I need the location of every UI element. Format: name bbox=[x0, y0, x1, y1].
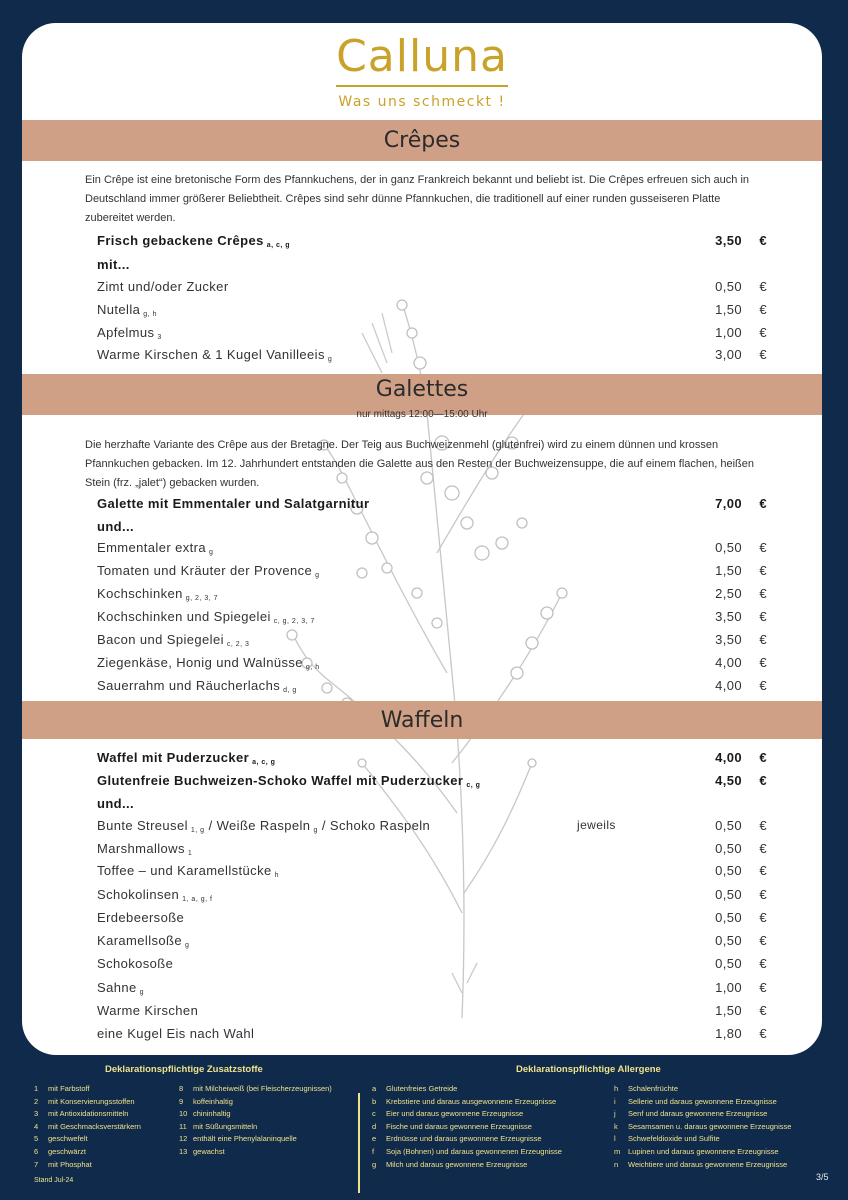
item-label: Emmentaler extra bbox=[97, 540, 206, 555]
item-label: Frisch gebackene Crêpes bbox=[97, 233, 264, 248]
allergen-codes-2: g bbox=[313, 827, 318, 834]
item-price: 1,00 bbox=[715, 325, 742, 340]
galettes-subtitle: nur mittags 12:00—15:00 Uhr bbox=[356, 409, 488, 420]
legend-code: 12 bbox=[179, 1134, 188, 1144]
item-name bbox=[97, 586, 218, 602]
legend-code: c bbox=[372, 1109, 376, 1119]
item-price: 0,50 bbox=[715, 540, 742, 555]
currency-symbol: € bbox=[759, 279, 767, 294]
legend-entry bbox=[179, 1147, 225, 1156]
legend-code: d bbox=[372, 1121, 377, 1131]
currency-symbol: € bbox=[759, 818, 767, 833]
legend-text: Glutenfreies Getreide bbox=[386, 1084, 458, 1093]
legend-entry bbox=[614, 1109, 767, 1118]
allergen-codes: g bbox=[185, 942, 190, 949]
menu-item bbox=[97, 841, 797, 863]
currency-symbol: € bbox=[759, 750, 767, 765]
allergen-codes: a, c, g bbox=[266, 242, 291, 249]
allergen-codes: 3 bbox=[157, 334, 162, 341]
additives-title: Deklarationspflichtige Zusatzstoffe bbox=[105, 1064, 263, 1075]
item-name bbox=[97, 325, 162, 341]
legend-text: mit Antioxidationsmitteln bbox=[48, 1109, 129, 1119]
currency-symbol: € bbox=[759, 302, 767, 317]
legend-code: 1 bbox=[34, 1084, 39, 1093]
item-name bbox=[97, 347, 332, 363]
legend-text: mit Milcheiweiß (bei Fleischerzeugnissen) bbox=[193, 1084, 332, 1093]
legend-entry bbox=[614, 1147, 779, 1156]
item-name bbox=[97, 609, 315, 625]
crepes-intro: Ein Crêpe ist eine bretonische Form des Pfannkuchens, der in ganz Frankreich bekannt und beliebt ist. Die Crêpes erfreuen sich auch in Deutschland immer größerer Beliebtheit. Crêpes sind sehr dünne Pfannkuchen, die traditionell auf einer runden gusseiseren Platte zubereitet werden. bbox=[85, 174, 750, 224]
item-label: Sahne bbox=[97, 980, 137, 995]
legend-entry bbox=[614, 1084, 678, 1093]
item-label: und... bbox=[97, 519, 135, 534]
legend-code: f bbox=[372, 1147, 375, 1156]
legend-code: g bbox=[372, 1159, 377, 1169]
legend-code: l bbox=[614, 1134, 616, 1144]
currency-symbol: € bbox=[759, 563, 767, 578]
legend-entry bbox=[34, 1147, 86, 1156]
item-name bbox=[97, 841, 192, 857]
item-label: Bunte Streusel bbox=[97, 818, 188, 833]
item-name bbox=[97, 302, 157, 318]
item-label: Warme Kirschen & 1 Kugel Vanilleeis bbox=[97, 347, 325, 362]
item-name bbox=[97, 910, 184, 925]
item-price: 4,00 bbox=[715, 750, 742, 765]
item-name bbox=[97, 540, 213, 556]
legend-text: Sesamsamen u. daraus gewonnene Erzeugnisse bbox=[628, 1121, 792, 1131]
menu-item bbox=[97, 980, 797, 1002]
allergen-codes: 1 bbox=[187, 850, 193, 857]
legend-code: 4 bbox=[34, 1121, 39, 1131]
menu-item bbox=[97, 347, 797, 369]
allergen-codes: g bbox=[315, 572, 320, 579]
legend-code: 5 bbox=[34, 1134, 39, 1144]
brand-name: Calluna bbox=[336, 31, 508, 82]
item-name bbox=[97, 563, 320, 579]
allergen-codes: 1, g bbox=[190, 827, 205, 834]
item-price: 2,50 bbox=[715, 586, 742, 601]
item-label-3: / Schoko Raspeln bbox=[317, 818, 431, 833]
item-label: Galette mit Emmentaler und Salatgarnitur bbox=[97, 496, 370, 511]
item-label: Tomaten und Kräuter der Provence bbox=[97, 563, 313, 578]
allergen-codes: a, c, g bbox=[252, 759, 276, 766]
allergen-codes: g, h bbox=[143, 311, 157, 318]
menu-item bbox=[97, 678, 797, 700]
legend-entry bbox=[614, 1134, 720, 1143]
legend-code: 9 bbox=[179, 1096, 184, 1106]
item-name bbox=[97, 1003, 198, 1018]
legend-text: gewachst bbox=[193, 1147, 225, 1156]
item-label: mit... bbox=[97, 257, 130, 272]
item-price: 4,00 bbox=[715, 655, 742, 670]
legend-text: Senf und daraus gewonnene Erzeugnisse bbox=[628, 1109, 768, 1119]
currency-symbol: € bbox=[759, 933, 767, 948]
item-label: Nutella bbox=[97, 302, 141, 317]
legend-code: 13 bbox=[179, 1147, 188, 1156]
footer-divider bbox=[358, 1093, 360, 1193]
item-label: Waffel mit Puderzucker bbox=[97, 750, 250, 765]
allergen-codes: g, 2, 3, 7 bbox=[185, 595, 218, 602]
legend-code: n bbox=[614, 1159, 619, 1169]
page-number: 3/5 bbox=[816, 1172, 829, 1182]
item-price: 3,50 bbox=[715, 632, 742, 647]
item-label: Kochschinken bbox=[97, 586, 183, 601]
menu-item bbox=[97, 279, 797, 301]
item-price: 3,50 bbox=[715, 609, 742, 624]
item-label: Warme Kirschen bbox=[97, 1003, 199, 1018]
item-price: 7,00 bbox=[715, 496, 742, 511]
legend-entry bbox=[34, 1122, 141, 1131]
item-label: Ziegenkäse, Honig und Walnüsse bbox=[97, 655, 303, 670]
item-price: 1,50 bbox=[715, 1003, 742, 1018]
item-name bbox=[97, 796, 134, 811]
legend-text: Milch und daraus gewonnene Erzeugnisse bbox=[386, 1159, 528, 1169]
legend-code: j bbox=[614, 1109, 616, 1119]
legend-code: 10 bbox=[179, 1109, 188, 1119]
item-name bbox=[97, 887, 212, 903]
legend-entry bbox=[372, 1160, 527, 1169]
item-name bbox=[97, 655, 320, 671]
menu-item bbox=[97, 750, 797, 772]
allergens-title: Deklarationspflichtige Allergene bbox=[516, 1064, 661, 1075]
item-price: 0,50 bbox=[715, 956, 742, 971]
item-name bbox=[97, 863, 279, 879]
item-name bbox=[97, 233, 290, 249]
menu-item bbox=[97, 796, 797, 818]
item-label: Schokolinsen bbox=[97, 887, 180, 902]
legend-code: h bbox=[614, 1084, 619, 1093]
legend-entry bbox=[179, 1109, 231, 1118]
item-label: Zimt und/oder Zucker bbox=[97, 279, 229, 294]
menu-item bbox=[97, 632, 797, 654]
legend-code: i bbox=[614, 1096, 616, 1106]
menu-item bbox=[97, 302, 797, 324]
item-price: 0,50 bbox=[715, 910, 742, 925]
item-label: Schokosoße bbox=[97, 956, 174, 971]
currency-symbol: € bbox=[759, 1003, 767, 1018]
menu-item bbox=[97, 257, 797, 279]
currency-symbol: € bbox=[759, 325, 767, 340]
item-name bbox=[97, 279, 229, 294]
legend-entry bbox=[179, 1122, 257, 1131]
currency-symbol: € bbox=[759, 496, 767, 511]
item-label-2: / Weiße Raspeln bbox=[204, 818, 311, 833]
menu-item bbox=[97, 863, 797, 885]
item-name bbox=[97, 496, 369, 511]
item-label: Kochschinken und Spiegelei bbox=[97, 609, 271, 624]
item-label: eine Kugel Eis nach Wahl bbox=[97, 1026, 255, 1041]
currency-symbol: € bbox=[759, 841, 767, 856]
legend-entry bbox=[34, 1084, 90, 1093]
menu-item bbox=[97, 586, 797, 608]
allergen-codes: d, g bbox=[283, 687, 297, 694]
brand-underline bbox=[336, 85, 508, 87]
legend-entry bbox=[34, 1109, 128, 1118]
item-name bbox=[97, 933, 189, 949]
currency-symbol: € bbox=[759, 887, 767, 902]
item-price: 1,50 bbox=[715, 302, 742, 317]
legend-entry bbox=[372, 1109, 523, 1118]
legend-entry bbox=[372, 1097, 556, 1106]
menu-item bbox=[97, 956, 797, 978]
menu-item bbox=[97, 519, 797, 541]
legend-text: Schalenfrüchte bbox=[628, 1084, 679, 1093]
currency-symbol: € bbox=[759, 863, 767, 878]
item-name bbox=[97, 632, 249, 648]
legend-text: Weichtiere und daraus gewonnene Erzeugnisse bbox=[628, 1159, 788, 1169]
item-name bbox=[97, 980, 144, 996]
allergen-codes: g bbox=[139, 989, 144, 996]
legend-text: Erdnüsse und daraus gewonnene Erzeugnisse bbox=[386, 1134, 542, 1144]
item-label: Marshmallows bbox=[97, 841, 185, 856]
menu-item bbox=[97, 325, 797, 347]
galettes-intro: Die herzhafte Variante des Crêpe aus der Bretagne. Der Teig aus Buchweizenmehl (glutenfrei) wird zu einem dünnen und krossen Pfannkuchen gebacken. Im 12. Jahrhundert entstanden die Galette aus den Resten der Buchweizensuppe, die auf einem flachen, heißen Stein (frz. „jalet“) gebacken wurden. bbox=[85, 439, 755, 489]
legend-code: k bbox=[614, 1121, 618, 1131]
item-price: 1,50 bbox=[715, 563, 742, 578]
legend-text: Fische und daraus gewonnene Erzeugnisse bbox=[386, 1121, 532, 1131]
currency-symbol: € bbox=[759, 773, 767, 788]
legend-text: mit Farbstoff bbox=[48, 1084, 90, 1093]
allergen-codes: g bbox=[327, 356, 333, 363]
legend-text: Krebstiere und daraus ausgewonnene Erzeugnisse bbox=[386, 1096, 557, 1106]
legend-text: Schwefeldioxide und Sulfite bbox=[628, 1134, 720, 1144]
item-price: 3,50 bbox=[715, 233, 742, 248]
menu-item bbox=[97, 233, 797, 255]
menu-item bbox=[97, 1026, 797, 1048]
currency-symbol: € bbox=[759, 980, 767, 995]
currency-symbol: € bbox=[759, 586, 767, 601]
legend-text: mit Geschmacksverstärkern bbox=[48, 1121, 141, 1131]
item-name bbox=[97, 773, 480, 789]
legend-code: 8 bbox=[179, 1084, 184, 1093]
item-label: Sauerrahm und Räucherlachs bbox=[97, 678, 281, 693]
item-label: Erdebeersoße bbox=[97, 910, 185, 925]
item-price: 4,50 bbox=[715, 773, 742, 788]
item-price: 0,50 bbox=[715, 841, 742, 856]
item-label: Bacon und Spiegelei bbox=[97, 632, 224, 647]
item-price: 0,50 bbox=[715, 887, 742, 902]
allergen-codes: h bbox=[274, 872, 280, 879]
galettes-title: Galettes bbox=[375, 377, 469, 402]
legend-text: mit Phosphat bbox=[48, 1159, 92, 1169]
item-name bbox=[97, 1026, 254, 1041]
item-name bbox=[97, 956, 173, 971]
allergen-codes: c, g, 2, 3, 7 bbox=[273, 618, 315, 625]
menu-card bbox=[22, 23, 822, 1055]
legend-text: koffeinhaltig bbox=[193, 1096, 233, 1106]
legend-text: mit Konservierungsstoffen bbox=[48, 1096, 135, 1106]
allergen-codes: c, g bbox=[466, 782, 481, 789]
legend-text: Soja (Bohnen) und daraus gewonnenen Erzeugnisse bbox=[386, 1147, 562, 1156]
menu-item bbox=[97, 910, 797, 932]
legend-text: Sellerie und daraus gewonnene Erzeugnisse bbox=[628, 1096, 777, 1106]
currency-symbol: € bbox=[759, 956, 767, 971]
waffeln-title: Waffeln bbox=[380, 708, 464, 733]
item-label: und... bbox=[97, 796, 135, 811]
item-price: 4,00 bbox=[715, 678, 742, 693]
currency-symbol: € bbox=[759, 678, 767, 693]
item-name bbox=[97, 818, 430, 834]
legend-entry bbox=[372, 1084, 457, 1093]
item-label: Karamellsoße bbox=[97, 933, 182, 948]
stand-date: Stand Jul-24 bbox=[34, 1177, 74, 1184]
currency-symbol: € bbox=[759, 632, 767, 647]
legend-entry bbox=[372, 1122, 532, 1131]
legend-code: m bbox=[614, 1147, 621, 1156]
legend-entry bbox=[179, 1134, 297, 1143]
legend-text: mit Süßungsmitteln bbox=[193, 1121, 258, 1131]
currency-symbol: € bbox=[759, 910, 767, 925]
footer bbox=[0, 1056, 848, 1200]
brand-logo bbox=[22, 29, 822, 110]
item-name bbox=[97, 257, 130, 272]
currency-symbol: € bbox=[759, 655, 767, 670]
menu-item bbox=[97, 496, 797, 518]
currency-symbol: € bbox=[759, 347, 767, 362]
legend-code: 11 bbox=[179, 1121, 187, 1131]
menu-item bbox=[97, 818, 797, 840]
legend-text: geschwefelt bbox=[48, 1134, 88, 1144]
item-name bbox=[97, 678, 297, 694]
legend-entry bbox=[372, 1134, 542, 1143]
legend-code: 6 bbox=[34, 1147, 39, 1156]
item-price: 1,00 bbox=[715, 980, 742, 995]
item-price: 0,50 bbox=[715, 863, 742, 878]
legend-text: Lupinen und daraus gewonnene Erzeugnisse bbox=[628, 1147, 779, 1156]
item-name bbox=[97, 519, 134, 534]
legend-code: 7 bbox=[34, 1159, 39, 1169]
legend-text: enthält eine Phenylalaninquelle bbox=[193, 1134, 297, 1144]
currency-symbol: € bbox=[759, 609, 767, 624]
legend-entry bbox=[614, 1097, 777, 1106]
menu-item bbox=[97, 933, 797, 955]
currency-symbol: € bbox=[759, 233, 767, 248]
legend-code: b bbox=[372, 1096, 377, 1106]
item-price: 1,80 bbox=[715, 1026, 742, 1041]
currency-symbol: € bbox=[759, 1026, 767, 1041]
item-price: 3,00 bbox=[715, 347, 742, 362]
legend-entry bbox=[34, 1097, 135, 1106]
legend-code: e bbox=[372, 1134, 377, 1144]
menu-item bbox=[97, 773, 797, 795]
menu-item bbox=[97, 563, 797, 585]
menu-item bbox=[97, 887, 797, 909]
legend-entry bbox=[614, 1122, 791, 1131]
menu-item bbox=[97, 609, 797, 631]
allergen-codes: 1, a, g, f bbox=[182, 896, 213, 903]
item-price: 0,50 bbox=[715, 933, 742, 948]
legend-code: 3 bbox=[34, 1109, 39, 1119]
brand-tagline: Was uns schmeckt ! bbox=[338, 94, 506, 110]
legend-entry bbox=[372, 1147, 562, 1156]
item-label: Glutenfreie Buchweizen-Schoko Waffel mit Puderzucker bbox=[97, 773, 464, 788]
legend-entry bbox=[179, 1097, 233, 1106]
menu-item bbox=[97, 540, 797, 562]
legend-entry bbox=[34, 1134, 88, 1143]
legend-entry bbox=[34, 1160, 92, 1169]
legend-entry bbox=[614, 1160, 787, 1169]
crepes-title: Crêpes bbox=[383, 128, 461, 153]
menu-item bbox=[97, 655, 797, 677]
legend-code: 2 bbox=[34, 1096, 39, 1106]
item-label: Apfelmus bbox=[97, 325, 155, 340]
currency-symbol: € bbox=[759, 540, 767, 555]
legend-text: chininhaltig bbox=[193, 1109, 231, 1119]
menu-item bbox=[97, 1003, 797, 1025]
allergen-codes: g, h bbox=[305, 664, 320, 671]
item-price: 0,50 bbox=[715, 279, 742, 294]
item-name bbox=[97, 750, 275, 766]
legend-entry bbox=[179, 1084, 332, 1093]
allergen-codes: g bbox=[209, 549, 214, 556]
item-note: jeweils bbox=[577, 818, 616, 832]
item-price: 0,50 bbox=[715, 818, 742, 833]
allergen-codes: c, 2, 3 bbox=[226, 641, 250, 648]
item-label: Toffee – und Karamellstücke bbox=[97, 863, 272, 878]
legend-text: Eier und daraus gewonnene Erzeugnisse bbox=[386, 1109, 524, 1119]
legend-text: geschwärzt bbox=[48, 1147, 86, 1156]
legend-code: a bbox=[372, 1084, 377, 1093]
